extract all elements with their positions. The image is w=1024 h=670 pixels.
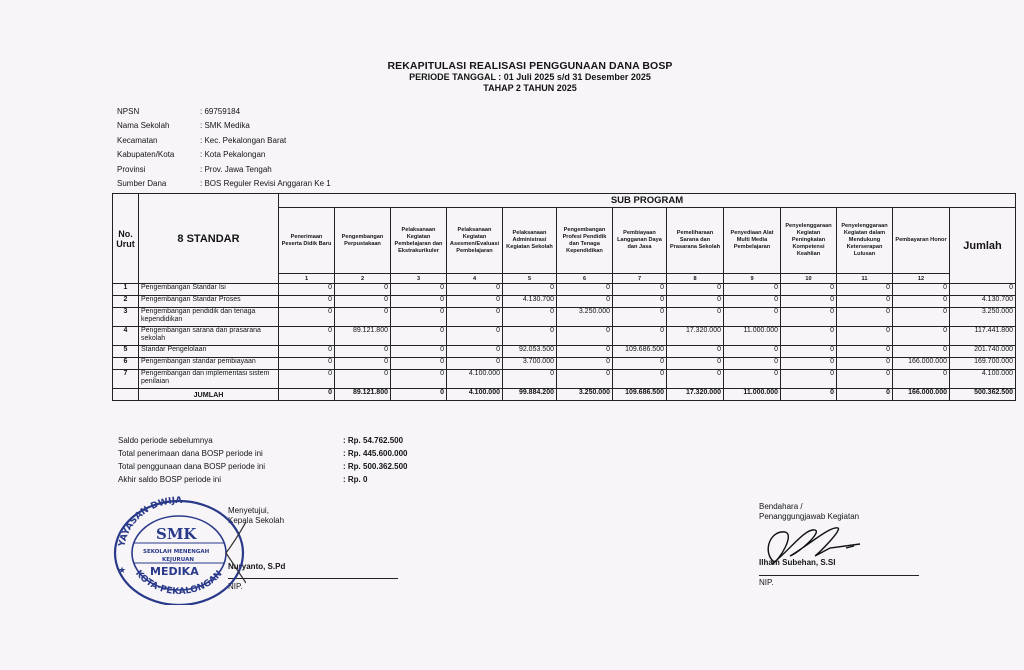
cell-value: 0 bbox=[279, 358, 335, 370]
summary-row-total-received: Total penerimaan dana BOSP periode ini : Rp. 445.600.000 bbox=[118, 449, 408, 458]
total-label: JUMLAH bbox=[139, 389, 279, 401]
standard-name: Pengembangan standar pembiayaan bbox=[139, 358, 279, 370]
treasurer-nip: NIP. bbox=[759, 578, 774, 587]
table-row bbox=[113, 296, 1016, 308]
cell-value: 0 bbox=[893, 346, 950, 358]
row-number: 1 bbox=[113, 284, 139, 296]
cell-value: 0 bbox=[503, 370, 557, 389]
cell-value: 0 bbox=[667, 308, 724, 327]
cell-value: 0 bbox=[724, 358, 781, 370]
cell-value: 109.686.500 bbox=[613, 346, 667, 358]
cell-value: 0 bbox=[391, 296, 447, 308]
col-num-10: 10 bbox=[781, 274, 837, 284]
cell-value: 0 bbox=[279, 284, 335, 296]
cell-value: 3.250.000 bbox=[557, 308, 613, 327]
cell-value: 0 bbox=[781, 327, 837, 346]
summary-row-total-used: Total penggunaan dana BOSP periode ini : Rp. 500.362.500 bbox=[118, 462, 408, 471]
cell-value: 0 bbox=[557, 370, 613, 389]
cell-value: 0 bbox=[724, 370, 781, 389]
svg-text:★: ★ bbox=[118, 566, 127, 576]
cell-value: 0 bbox=[613, 327, 667, 346]
cell-value: 4.100.000 bbox=[447, 370, 503, 389]
summary-row-final-balance: Akhir saldo BOSP periode ini : Rp. 0 bbox=[118, 475, 368, 484]
svg-text:YAYASAN DWIJA: YAYASAN DWIJA bbox=[117, 495, 183, 548]
cell-value: 0 bbox=[837, 296, 893, 308]
row-total: 201.740.000 bbox=[950, 346, 1016, 358]
col-header-6: Pengembangan Profesi Pendidik dan Tenaga Kependidikan bbox=[557, 208, 613, 274]
svg-text:KEJURUAN: KEJURUAN bbox=[162, 557, 194, 563]
cell-value: 0 bbox=[613, 296, 667, 308]
standard-name: Pengembangan Standar Isi bbox=[139, 284, 279, 296]
row-number: 3 bbox=[113, 308, 139, 327]
cell-value: 0 bbox=[781, 308, 837, 327]
cell-value: 0 bbox=[391, 308, 447, 327]
total-value-8: 17.320.000 bbox=[667, 389, 724, 401]
cell-value: 0 bbox=[391, 327, 447, 346]
cell-value: 0 bbox=[391, 358, 447, 370]
cell-value: 0 bbox=[724, 308, 781, 327]
row-total: 117.441.800 bbox=[950, 327, 1016, 346]
col-header-10: Penyelenggaraan Kegiatan Peningkatan Kompetensi Keahlian bbox=[781, 208, 837, 274]
row-total: 4.130.700 bbox=[950, 296, 1016, 308]
col-num-11: 11 bbox=[837, 274, 893, 284]
col-header-1: Penerimaan Peserta Didik Baru bbox=[279, 208, 335, 274]
row-number: 5 bbox=[113, 346, 139, 358]
total-row bbox=[113, 389, 1016, 401]
jumlah-header: Jumlah bbox=[950, 208, 1016, 284]
cell-value: 0 bbox=[667, 296, 724, 308]
cell-value: 0 bbox=[391, 346, 447, 358]
table-row bbox=[113, 370, 1016, 389]
balance-summary bbox=[118, 434, 407, 486]
standard-name: Pengembangan sarana dan prasarana sekolah bbox=[139, 327, 279, 346]
cell-value: 0 bbox=[613, 358, 667, 370]
svg-text:SMK: SMK bbox=[156, 525, 197, 543]
document-period: PERIODE TANGGAL : 01 Juli 2025 s/d 31 Desember 2025 bbox=[409, 72, 651, 82]
document-title: REKAPITULASI REALISASI PENGGUNAAN DANA BOSP bbox=[387, 60, 673, 72]
cell-value: 0 bbox=[837, 284, 893, 296]
info-row-city: Kabupaten/Kota : Kota Pekalongan bbox=[117, 150, 266, 160]
cell-value: 0 bbox=[724, 296, 781, 308]
col-header-9: Penyediaan Alat Multi Media Pembelajaran bbox=[724, 208, 781, 274]
svg-text:MEDIKA: MEDIKA bbox=[150, 565, 199, 578]
table-row bbox=[113, 346, 1016, 358]
cell-value: 0 bbox=[837, 308, 893, 327]
info-row-province: Provinsi : Prov. Jawa Tengah bbox=[117, 164, 272, 174]
principal-title: Kepala Sekolah bbox=[228, 516, 285, 525]
row-total: 4.100.000 bbox=[950, 370, 1016, 389]
cell-value: 0 bbox=[335, 370, 391, 389]
total-value-11: 0 bbox=[837, 389, 893, 401]
total-value-12: 166.000.000 bbox=[893, 389, 950, 401]
signature-line bbox=[228, 578, 398, 579]
cell-value: 0 bbox=[447, 327, 503, 346]
treasurer-title-line2: Penanggungjawab Kegiatan bbox=[759, 512, 860, 521]
col-num-3: 3 bbox=[391, 274, 447, 284]
cell-value: 4.130.700 bbox=[503, 296, 557, 308]
school-stamp-icon bbox=[106, 493, 246, 605]
col-header-3: Pelaksanaan Kegiatan Pembelajaran dan Ekstrakurikuler bbox=[391, 208, 447, 274]
cell-value: 0 bbox=[837, 358, 893, 370]
row-number: 7 bbox=[113, 370, 139, 389]
document-stage: TAHAP 2 TAHUN 2025 bbox=[483, 83, 577, 93]
cell-value: 0 bbox=[335, 284, 391, 296]
cell-value: 0 bbox=[335, 296, 391, 308]
cell-value: 0 bbox=[447, 296, 503, 308]
total-value-5: 99.884.200 bbox=[503, 389, 557, 401]
cell-value: 0 bbox=[837, 370, 893, 389]
cell-value: 0 bbox=[667, 358, 724, 370]
cell-value: 0 bbox=[557, 296, 613, 308]
col-num-4: 4 bbox=[447, 274, 503, 284]
cell-value: 0 bbox=[447, 284, 503, 296]
standard-name: Pengembangan dan implementasi sistem penilaian bbox=[139, 370, 279, 389]
total-value-10: 0 bbox=[781, 389, 837, 401]
cell-value: 0 bbox=[503, 327, 557, 346]
col-header-5: Pelaksanaan Administrasi Kegiatan Sekolah bbox=[503, 208, 557, 274]
col-num-1: 1 bbox=[279, 274, 335, 284]
cell-value: 0 bbox=[335, 346, 391, 358]
cell-value: 0 bbox=[667, 370, 724, 389]
cell-value: 0 bbox=[781, 296, 837, 308]
standard-name: Pengembangan pendidik dan tenaga kependidikan bbox=[139, 308, 279, 327]
col-header-11: Penyelenggaraan Kegiatan dalam Mendukung Keterserapan Lulusan bbox=[837, 208, 893, 274]
svg-text:KOTA·PEKALONGAN: KOTA·PEKALONGAN bbox=[133, 568, 225, 598]
cell-value: 0 bbox=[279, 346, 335, 358]
cell-value: 0 bbox=[893, 284, 950, 296]
total-value-9: 11.000.000 bbox=[724, 389, 781, 401]
info-row-district: Kecamatan : Kec. Pekalongan Barat bbox=[117, 135, 287, 145]
col-num-12: 12 bbox=[893, 274, 950, 284]
cell-value: 0 bbox=[613, 308, 667, 327]
cell-value: 0 bbox=[447, 346, 503, 358]
row-total: 0 bbox=[950, 284, 1016, 296]
cell-value: 0 bbox=[893, 296, 950, 308]
total-no-cell bbox=[113, 389, 139, 401]
cell-value: 0 bbox=[279, 327, 335, 346]
table-row bbox=[113, 327, 1016, 346]
cell-value: 0 bbox=[781, 346, 837, 358]
cell-value: 0 bbox=[837, 346, 893, 358]
grand-total: 500.362.500 bbox=[950, 389, 1016, 401]
col-num-2: 2 bbox=[335, 274, 391, 284]
cell-value: 0 bbox=[893, 327, 950, 346]
cell-value: 0 bbox=[724, 284, 781, 296]
cell-value: 0 bbox=[557, 327, 613, 346]
total-value-7: 109.686.500 bbox=[613, 389, 667, 401]
col-header-12: Pembayaran Honor bbox=[893, 208, 950, 274]
row-total: 169.700.000 bbox=[950, 358, 1016, 370]
info-row-fund-source: Sumber Dana : BOS Reguler Revisi Anggaran Ke 1 bbox=[117, 179, 331, 189]
standar-header: 8 STANDAR bbox=[139, 194, 279, 284]
standard-name: Standar Pengelolaan bbox=[139, 346, 279, 358]
cell-value: 0 bbox=[279, 370, 335, 389]
cell-value: 0 bbox=[893, 308, 950, 327]
info-row-npsn: NPSN : 69759184 bbox=[117, 106, 241, 116]
cell-value: 0 bbox=[613, 370, 667, 389]
cell-value: 0 bbox=[335, 308, 391, 327]
principal-name: Nuryanto, S.Pd bbox=[228, 562, 286, 571]
cell-value: 0 bbox=[724, 346, 781, 358]
standard-name: Pengembangan Standar Proses bbox=[139, 296, 279, 308]
total-value-6: 3.250.000 bbox=[557, 389, 613, 401]
no-header: No. Urut bbox=[113, 194, 139, 284]
cell-value: 89.121.800 bbox=[335, 327, 391, 346]
row-number: 4 bbox=[113, 327, 139, 346]
cell-value: 0 bbox=[279, 296, 335, 308]
cell-value: 11.000.000 bbox=[724, 327, 781, 346]
treasurer-signature-icon bbox=[760, 522, 870, 567]
col-num-8: 8 bbox=[667, 274, 724, 284]
recap-table bbox=[112, 193, 1016, 401]
col-num-5: 5 bbox=[503, 274, 557, 284]
cell-value: 166.000.000 bbox=[893, 358, 950, 370]
svg-text:SEKOLAH MENENGAH: SEKOLAH MENENGAH bbox=[143, 549, 210, 555]
col-num-9: 9 bbox=[724, 274, 781, 284]
col-header-4: Pelaksanaan Kegiatan Asesmen/Evaluasi Pembelajaran bbox=[447, 208, 503, 274]
cell-value: 0 bbox=[837, 327, 893, 346]
cell-value: 0 bbox=[613, 284, 667, 296]
total-value-2: 89.121.800 bbox=[335, 389, 391, 401]
cell-value: 0 bbox=[781, 284, 837, 296]
sub-program-header: SUB PROGRAM bbox=[279, 194, 1016, 208]
cell-value: 0 bbox=[335, 358, 391, 370]
cell-value: 3.700.000 bbox=[503, 358, 557, 370]
treasurer-title-line1: Bendahara / bbox=[759, 502, 803, 511]
row-total: 3.250.000 bbox=[950, 308, 1016, 327]
cell-value: 0 bbox=[503, 308, 557, 327]
cell-value: 0 bbox=[447, 358, 503, 370]
row-number: 6 bbox=[113, 358, 139, 370]
cell-value: 0 bbox=[391, 284, 447, 296]
cell-value: 0 bbox=[447, 308, 503, 327]
summary-row-previous-balance: Saldo periode sebelumnya : Rp. 54.762.500 bbox=[118, 436, 404, 445]
cell-value: 0 bbox=[781, 370, 837, 389]
signature-line bbox=[759, 575, 919, 576]
table-body bbox=[113, 284, 1016, 389]
col-header-2: Pengembangan Perpustakaan bbox=[335, 208, 391, 274]
cell-value: 0 bbox=[667, 284, 724, 296]
total-value-4: 4.100.000 bbox=[447, 389, 503, 401]
approval-label: Menyetujui, bbox=[228, 506, 269, 515]
school-info bbox=[117, 104, 331, 191]
table-row bbox=[113, 358, 1016, 370]
cell-value: 0 bbox=[557, 346, 613, 358]
col-num-6: 6 bbox=[557, 274, 613, 284]
col-header-7: Pembiayaan Langganan Daya dan Jasa bbox=[613, 208, 667, 274]
cell-value: 0 bbox=[893, 370, 950, 389]
principal-nip: NIP. bbox=[228, 582, 243, 591]
row-number: 2 bbox=[113, 296, 139, 308]
cell-value: 92.053.500 bbox=[503, 346, 557, 358]
cell-value: 0 bbox=[279, 308, 335, 327]
info-row-school-name: Nama Sekolah : SMK Medika bbox=[117, 121, 250, 131]
table-row bbox=[113, 284, 1016, 296]
table-row bbox=[113, 308, 1016, 327]
col-num-7: 7 bbox=[613, 274, 667, 284]
cell-value: 0 bbox=[557, 358, 613, 370]
col-header-8: Pemeliharaan Sarana dan Prasarana Sekolah bbox=[667, 208, 724, 274]
cell-value: 0 bbox=[503, 284, 557, 296]
total-value-3: 0 bbox=[391, 389, 447, 401]
cell-value: 0 bbox=[781, 358, 837, 370]
total-value-1: 0 bbox=[279, 389, 335, 401]
cell-value: 0 bbox=[391, 370, 447, 389]
cell-value: 17.320.000 bbox=[667, 327, 724, 346]
treasurer-name: Ilham Subehan, S.SI bbox=[759, 558, 836, 567]
cell-value: 0 bbox=[557, 284, 613, 296]
cell-value: 0 bbox=[667, 346, 724, 358]
